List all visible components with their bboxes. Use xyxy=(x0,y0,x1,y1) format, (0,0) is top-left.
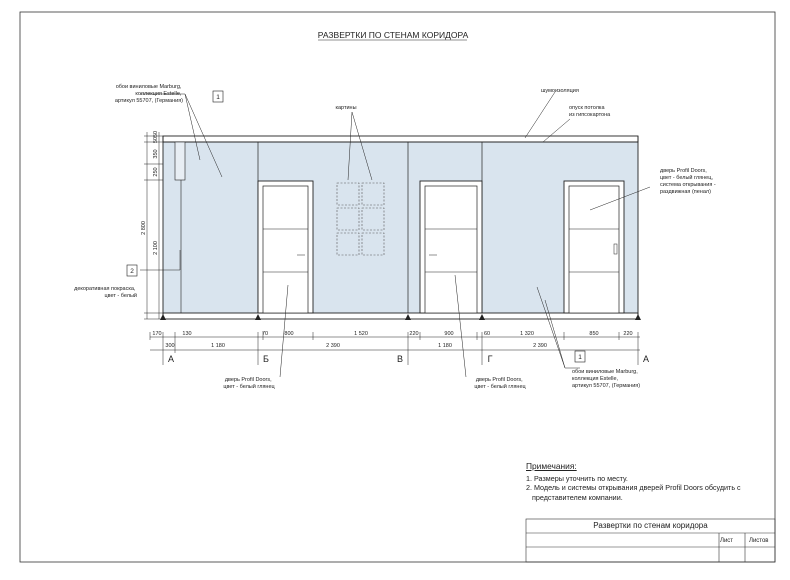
dim-300: 300 xyxy=(165,343,175,349)
axis-label-a-left: А xyxy=(167,354,175,364)
dim-850: 850 xyxy=(589,331,599,337)
door-sliding xyxy=(564,181,624,313)
door-b xyxy=(258,181,313,313)
titleblock-sheets: Листов xyxy=(749,538,769,544)
vdim-350: 350 xyxy=(153,149,159,159)
callout-ceiling: опуск потолка из гипсокартона xyxy=(569,105,611,118)
drawing-title: РАЗВЕРТКИ ПО СТЕНАМ КОРИДОРА xyxy=(317,30,469,40)
note-item-1: 1. Размеры уточнить по месту. xyxy=(526,473,628,483)
ceiling-band xyxy=(163,136,638,142)
callout-wallpaper-right: обои виниловые Marburg, коллекция Estelle, артикул 55707, (Германия) xyxy=(572,369,641,389)
dim-1180-a: 1 180 xyxy=(211,343,225,349)
axis-label-v: В xyxy=(396,354,404,364)
floor-plinth xyxy=(163,313,638,319)
dim-900: 900 xyxy=(444,331,454,337)
vdim-2100: 2 100 xyxy=(153,241,159,255)
titleblock-sheet: Лист xyxy=(720,538,734,544)
vdim-50: 50 xyxy=(153,136,159,144)
dim-2390-a: 2 390 xyxy=(326,343,340,349)
vdim-250: 250 xyxy=(153,167,159,177)
dim-70: 70 xyxy=(261,331,269,337)
dim-60: 60 xyxy=(483,331,491,337)
ceiling-drop-box xyxy=(175,142,185,180)
dim-170: 170 xyxy=(152,331,162,337)
notes-heading: Примечания: xyxy=(526,461,577,471)
note-item-2-cont: представителем компании. xyxy=(532,492,623,502)
vdim-2800: 2 800 xyxy=(141,221,147,235)
callout-door-b: дверь Profil Doors, цвет - белый глянец xyxy=(223,377,275,390)
titleblock-title: Развертки по стенам коридора xyxy=(593,521,708,530)
dim-800: 800 xyxy=(284,331,294,337)
axis-label-g: Г xyxy=(487,354,493,364)
door-g xyxy=(420,181,482,313)
notes-block xyxy=(526,462,776,502)
axis-label-a-right: А xyxy=(642,354,650,364)
tag-1-right: 1 xyxy=(578,354,582,361)
dim-1180-b: 1 180 xyxy=(438,343,452,349)
dim-1520: 1 520 xyxy=(354,331,368,337)
tag-1-left: 1 xyxy=(216,94,220,101)
callout-door-g: дверь Profil Doors, цвет - белый глянец xyxy=(474,377,526,390)
note-item-2: 2. Модель и системы открывания дверей Profil Doors обсудить с xyxy=(526,483,741,493)
dim-2390-b: 2 390 xyxy=(533,343,547,349)
callout-paintings: картины xyxy=(335,105,357,111)
dim-1320: 1 320 xyxy=(520,331,534,337)
vdim-50-top: 50 xyxy=(153,130,159,138)
axis-label-b: Б xyxy=(263,354,269,364)
callout-insulation: шумоизоляция xyxy=(541,88,579,94)
dim-220-a: 220 xyxy=(409,331,419,337)
dim-130: 130 xyxy=(182,331,192,337)
dim-220-b: 220 xyxy=(623,331,633,337)
callout-wallpaper-left: обои виниловые Marburg, коллекция Estelle, артикул 55707, (Германия) xyxy=(114,84,183,104)
callout-door-sliding: дверь Profil Doors, цвет - белый глянец, система открывания - раздвижная (пенал) xyxy=(660,168,716,195)
tag-2: 2 xyxy=(130,268,134,275)
callout-paint: декоративная покраска, цвет - белый xyxy=(74,286,137,299)
